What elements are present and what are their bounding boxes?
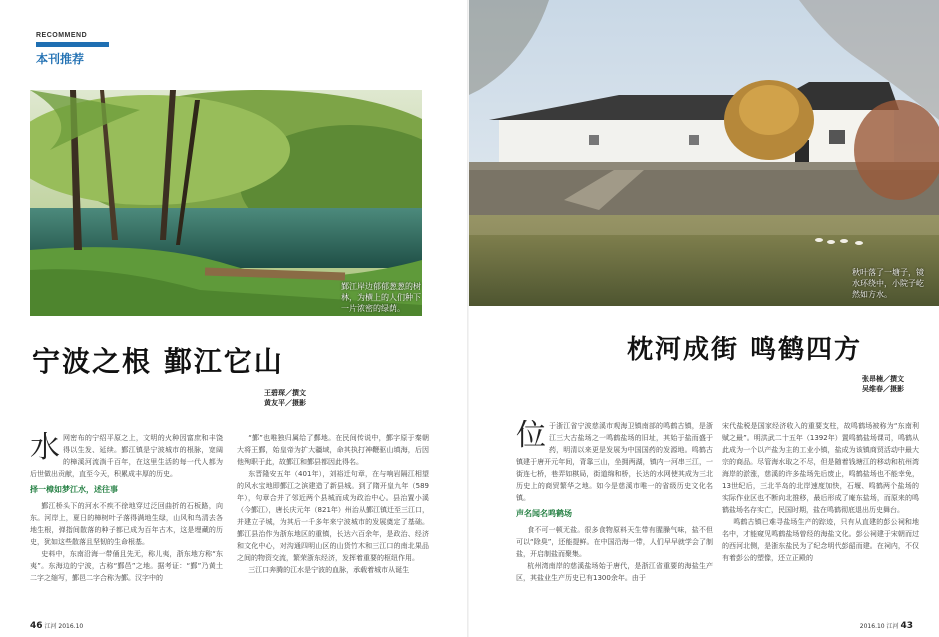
magazine-name: 江河	[886, 623, 899, 630]
byline-photographer: 吴维春／摄影	[862, 385, 904, 393]
paragraph: 位于浙江省宁波慈溪市观海卫镇南部的鸣鹤古镇，是浙江三大古盐场之一鸣鹤盐场的旧址，其始于盐而盛于药，明清以来更是发展为中国国药的发源地。鸣鹤古镇建于唐开元年间，背靠三山，坐拥两湖，镇内一河串三江，一街连七桥，巷弄如棋局，街道绵和桥，长达的水网使其成为三北历史上的商贸繁华之地。如今是慈溪市唯一的省级历史文化名镇。	[516, 420, 713, 502]
page-footer	[860, 621, 913, 631]
byline-writer: 张昂楠／撰文	[862, 375, 904, 383]
paragraph: 杭州湾南岸的慈溪盐场始于唐代，是浙江省重要的海盐生产区，其盐业生产历史已有1300余年。由于	[516, 562, 713, 582]
article-title: 宁波之根 鄞江它山	[32, 345, 284, 378]
paragraph: 食不可一顿无盐。很多食物原料天生带有腥臊气味，盐不但可以“除臭”，还能提鲜。在中国沿海一带，人们早早就学会了制盐，开启制盐而聚集。	[516, 526, 713, 558]
paragraph: 鄞江桥头下的河水不疾不徐地穿过泛回曲折的石板路，向东。河岸上，夏日的樟树叶子落得满地生绿，山风和鸟清去各地生根，弹指间散落的种子都已成为百年古木，这是埋藏的历史，犹如这些散落且坚韧的生命根基。	[30, 502, 223, 546]
byline	[264, 388, 306, 408]
paragraph: 东晋隆安五年（401年），刘裕迁句章，在与响岩隔江相望的风水宝地即鄞江之滨建造了新县城。到了隋开皇九年（589年），句章合并了邻近两个县城而成为政治中心。县治置小溪（今鄞江），唐长庆元年（821年）州治从鄞江镇迁至三江口，并建立子城，为其后一千多年来宁波城市的发展奠定了基础。鄞江县治作为浙东地区的重镇，长达六百余年，是政治、经济和文化中心，对沟通四明山区的山货竹木和三江口的南北果品之间的物资交流，繁荣浙东经济，发挥着重要的枢纽作用。	[237, 470, 429, 562]
photo-caption: 鄞江岸边郁郁葱葱的树林，为横上的人们种下一片浓密的绿荫。	[341, 282, 421, 313]
byline-writer: 王碧琛／撰文	[264, 389, 306, 397]
paragraph: 史料中，东南沿海一带俑且先无，称儿夷，浙东地方称“东夷”。东海边的宁波，古称“鄞邑”之地。据考证：“鄞”乃黄土二字之缩写，鄞邑二字合称为鄞。汉字中的	[30, 550, 223, 582]
article-title: 枕河成街 鸣鹤四方	[627, 335, 863, 365]
section-subheading: 声名闻名鸣鹤场	[516, 509, 572, 518]
left-page	[0, 0, 468, 637]
article-column-1	[30, 432, 223, 612]
photo-caption: 秋叶落了一塘子，镜水环绕中，小院子屹然如方水。	[852, 268, 924, 299]
byline	[862, 374, 904, 394]
article-column-2	[722, 420, 919, 612]
paragraph: 鸣鹤古镇已难寻盐场生产的踪迹，只有从直建的彭公祠和地名中，才能窥见鸣鹤盐场曾经的海盐文化。彭公祠建于宋朝而过的西河北侧，是浙东盐民为了纪念明代彭韶而建。在祠内，不仅有着彭公的塑像，还立正殿的	[722, 518, 919, 562]
old-town-photo	[469, 0, 939, 306]
page-footer	[30, 621, 83, 631]
paragraph: “鄞”也唯独归属给了鄞地。在民间传说中，鄞字原于秦朝大将王鄞，始皇帝为扩大疆域，命其执打神鞭驱山填海，后因他殉职于此，故鄞江和鄞县都因此得名。	[237, 434, 429, 466]
issue-date: 2016.10	[58, 623, 84, 630]
section-accent-bar	[36, 42, 109, 47]
paragraph: 宋代盐税是国家经济收入的重要支柱，故鸣鹤场被称为“东南利赋之最”。明洪武二十五年（1392年）置鸣鹤盐场课司，鸣鹤从此成为一个以产盐为主的工业小镇，盐成为该镇商贸活动中最大宗的商品。尽管海水取之不尽，但是随着钱塘江的移动和杭州湾海岸的淤涨，慈溪的许多盐场先后废止，鸣鹤盐场也不能幸免，13世纪后，三北半岛的北岸速度加快，石堰、鸣鹤两个盐场的实际作业区也不断向北推移，最后形成了庵东盐场，而原来的鸣鹤盐场名存实亡，民国时期，盐在鸣鹤彻底退出历史舞台。	[722, 422, 919, 514]
page-number: 46	[30, 621, 43, 631]
paragraph: 水网密布的宁绍平原之上，文明的火种因富庶和丰饶得以生发、延续。鄞江镇是宁波城市的根脉，宽阔的樟溪河流淌千百年，在这里生活的每一代人都为后世做出贡献，直至今天，积累成丰厚的历史。	[30, 432, 223, 478]
article-column-1	[516, 420, 713, 612]
drop-cap: 位	[516, 420, 546, 453]
byline-photographer: 黄友平／摄影	[264, 399, 306, 407]
magazine-name: 江河	[44, 623, 57, 630]
section-label-cn: 本刊推荐	[36, 52, 85, 66]
article-column-2	[237, 432, 429, 612]
paragraph: 三江口奔腾的江水是宁波的血脉，承载着城市从诞生	[248, 566, 410, 574]
right-page	[469, 0, 939, 637]
section-subheading: 择一樟如梦江水，述往事	[30, 485, 118, 494]
section-label-en: RECOMMEND	[36, 32, 88, 39]
drop-cap: 水	[30, 432, 60, 465]
issue-date: 2016.10	[859, 623, 885, 630]
page-number: 43	[900, 621, 913, 631]
water-town-illustration	[469, 0, 939, 306]
